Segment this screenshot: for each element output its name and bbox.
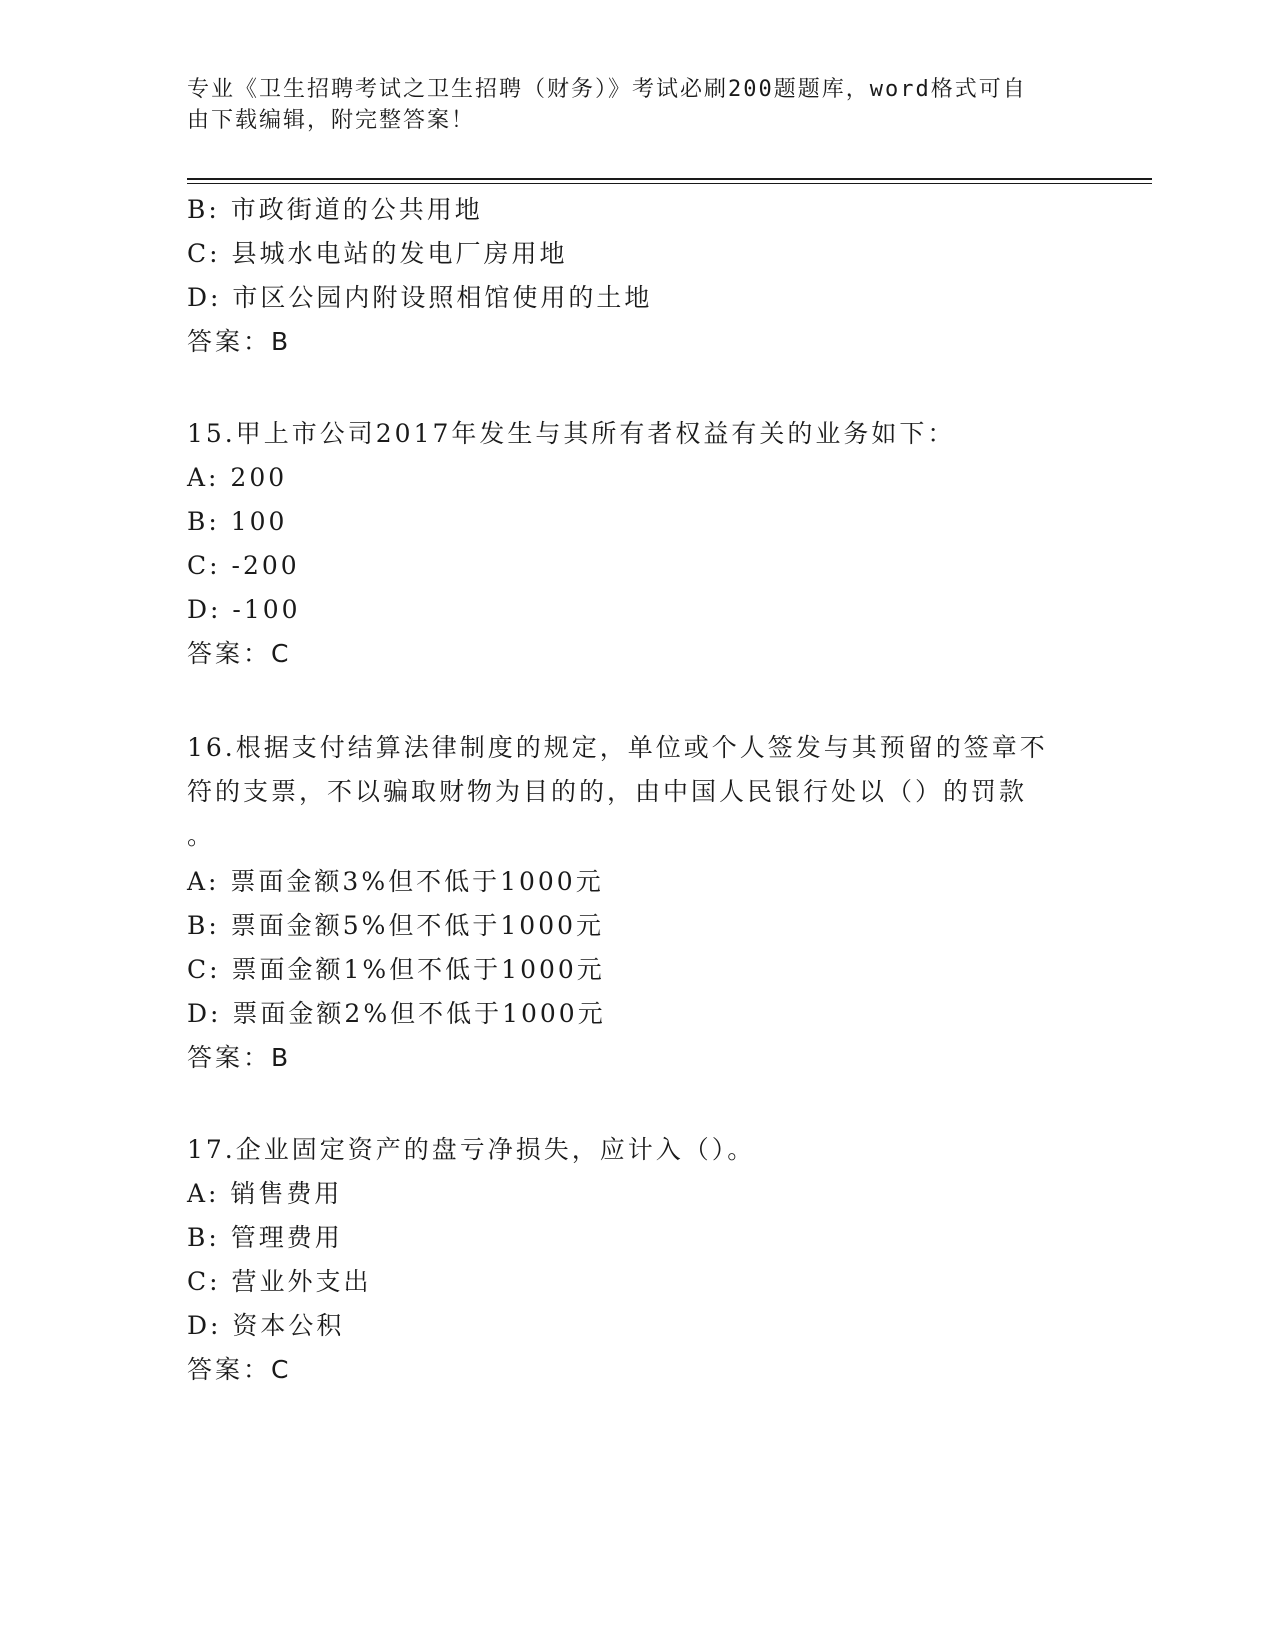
q17-answer: 答案：C	[187, 1355, 292, 1384]
q17-option-a: A: 销售费用	[187, 1179, 343, 1208]
q16-option-c: C: 票面金额1%但不低于1000元	[187, 955, 605, 984]
header-rule-thin	[187, 183, 1152, 184]
header-rule-thick	[187, 178, 1152, 180]
q16-stem-line-3: 。	[187, 821, 216, 850]
q16-answer: 答案：B	[187, 1043, 292, 1072]
header-line-2: 由下载编辑，附完整答案！	[187, 108, 476, 133]
document-header	[187, 74, 1067, 136]
header-line-1: 专业《卫生招聘考试之卫生招聘（财务）》考试必刷200题题库，word格式可自	[187, 77, 1027, 102]
q17-option-b: B: 管理费用	[187, 1223, 343, 1252]
q16-option-a: A: 票面金额3%但不低于1000元	[187, 867, 604, 896]
q15-option-b: B: 100	[187, 507, 288, 536]
q16-option-d: D: 票面金额2%但不低于1000元	[187, 999, 606, 1028]
q15-answer: 答案：C	[187, 639, 292, 668]
q17-stem: 17.企业固定资产的盘亏净损失，应计入（）。	[187, 1135, 756, 1164]
q14-option-d: D: 市区公园内附设照相馆使用的土地	[187, 283, 653, 312]
q16-option-b: B: 票面金额5%但不低于1000元	[187, 911, 605, 940]
q15-option-a: A: 200	[187, 463, 288, 492]
q16-stem-line-1: 16.根据支付结算法律制度的规定，单位或个人签发与其预留的签章不	[187, 733, 1048, 762]
q15-option-d: D: -100	[187, 595, 301, 624]
q14-option-b: B: 市政街道的公共用地	[187, 195, 483, 224]
q15-option-c: C: -200	[187, 551, 300, 580]
q17-option-c: C: 营业外支出	[187, 1267, 372, 1296]
q15-stem: 15.甲上市公司2017年发生与其所有者权益有关的业务如下：	[187, 419, 956, 448]
q17-option-d: D: 资本公积	[187, 1311, 345, 1340]
q14-answer: 答案：B	[187, 327, 292, 356]
q14-option-c: C: 县城水电站的发电厂房用地	[187, 239, 568, 268]
q16-stem-line-2: 符的支票，不以骗取财物为目的的，由中国人民银行处以（）的罚款	[187, 777, 1028, 806]
